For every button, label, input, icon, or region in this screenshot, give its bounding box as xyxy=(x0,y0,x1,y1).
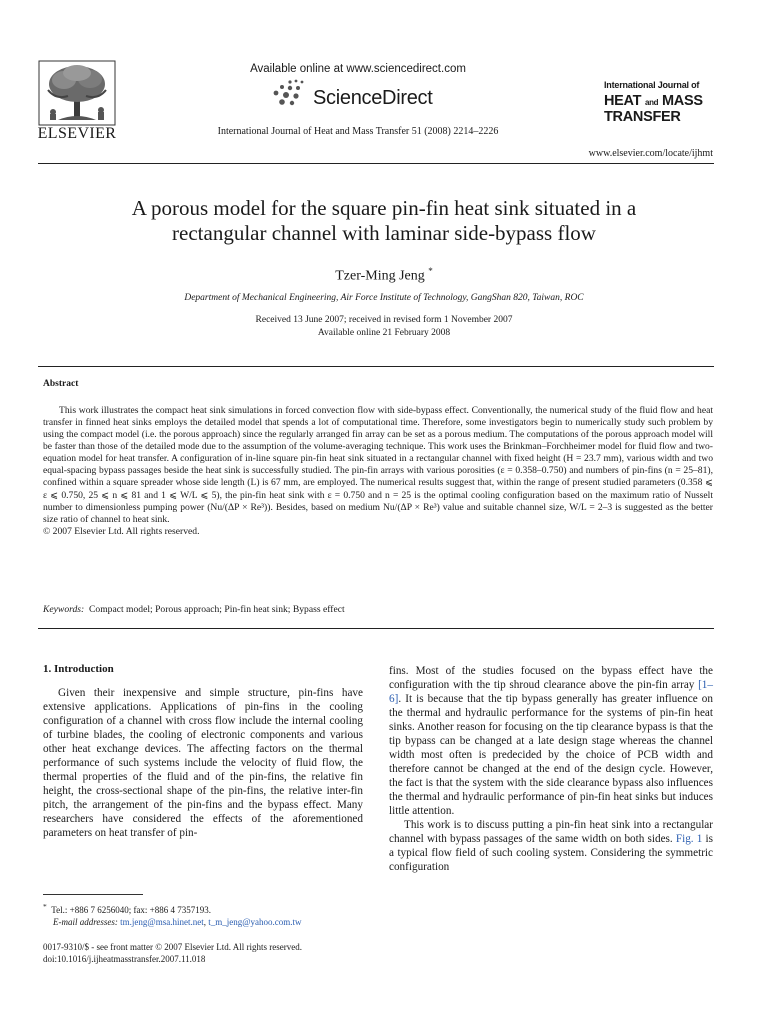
journal-logo-line2: HEAT and MASS xyxy=(604,93,703,109)
author-name: Tzer-Ming Jeng * xyxy=(335,266,433,284)
abstract-heading: Abstract xyxy=(43,379,79,389)
sciencedirect-wordmark: ScienceDirect xyxy=(313,87,433,109)
front-matter xyxy=(43,942,383,966)
abstract-top-divider xyxy=(38,366,714,367)
article-dates: Received 13 June 2007; received in revised form 1 November 2007 Available online 21 February 2008 xyxy=(255,315,513,338)
abstract-copyright: © 2007 Elsevier Ltd. All rights reserved. xyxy=(43,525,200,537)
elsevier-tree-icon xyxy=(38,60,116,126)
article-title: A porous model for the square pin-fin heat sink situated in a rectangular channel with laminar side-bypass flow xyxy=(131,196,637,245)
doi-line[interactable]: doi:10.1016/j.ijheatmasstransfer.2007.11.018 xyxy=(43,953,206,964)
journal-logo-line3: TRANSFER xyxy=(604,108,681,125)
header-divider xyxy=(38,163,714,164)
abstract-body xyxy=(43,405,713,538)
abstract-text: This work illustrates the compact heat sink simulations in forced convection flow with side-bypass effect. Conventionally, the numerical study of the fluid flow and heat transfer in finned heat sinks employs the detailed model that spends a lot of computational time. Therefore, some investigators begin to numerically study such problem by using the compact model (i.e. the porous approach) since the regularly arranged fin array can be set as a porous medium. The computations of the porous approach model will be faster than those of the detailed mode due to the assumption of the volume-averaging technique. This work uses the Brinkman–Forchheimer model for fluid flow and two-equation model for heat transfer. A configuration of in-line square pin-fin heat sink situated in a rectangular channel with fixed height (H = 23.7 mm), various width and two equal-spacing bypass passages beside the heat sink is successfully studied. The pin-fin arrays with various porosities (ε = 0.358–0.750) and numbers of pin-fins (n = 25–81), confined within a square spreader whose side length (L) is 67 mm, are employed. The numerical results suggest that, within the range of present studied parameters (0.358 ⩽ ε ⩽ 0.750, 25 ⩽ n ⩽ 81 and 1 ⩽ W/L ⩽ 5), the pin-fin heat sink with ε = 0.750 and n = 25 is the optimal cooling configuration based on the maximum ratio of Nusselt number to dimensionless pumping power (Nu/(ΔP × Re³)). Besides, based on medium Nu/(ΔP × Re³) value and suitable channel size, W/L = 2–3 is suggested as the better size ratio of channel to heat sink. xyxy=(43,405,713,525)
section-heading: 1. Introduction xyxy=(43,663,114,675)
sciencedirect-dots-icon xyxy=(268,78,312,106)
journal-logo xyxy=(604,81,724,124)
left-column xyxy=(43,686,363,840)
reference-link[interactable]: [1–6] xyxy=(389,679,713,705)
right-column xyxy=(389,664,713,874)
author-footnote: * Tel.: +886 7 6256040; fax: +886 4 7357193. E-mail addresses: tm.jeng@msa.hinet.net, t_m_jeng@yahoo.com.tw xyxy=(43,902,302,927)
keywords-list: Compact model; Porous approach; Pin-fin heat sink; Bypass effect xyxy=(89,604,345,615)
keywords xyxy=(43,604,713,616)
available-online-text: Available online at www.sciencedirect.com xyxy=(250,63,466,75)
footnote-divider xyxy=(43,894,143,895)
email-link[interactable]: t_m_jeng@yahoo.com.tw xyxy=(208,916,302,927)
publisher-name: ELSEVIER xyxy=(37,125,117,142)
intro-paragraph-3: This work is to discuss putting a pin-fin heat sink into a rectangular channel with bypass passages of the same width on both sides. Fig. 1 is a typical flow field of such cooling system. Considering the symmetric configuration xyxy=(389,819,714,873)
intro-paragraph-2: fins. Most of the studies focused on the bypass effect have the configuration with the tip shroud clearance above the pin-fin array [1–6]. It is because that the tip bypass generally has greater influence on the thermal and hydraulic performance for the systems of pin-fin heat sinks. Another reason for focusing on the tip clearance bypass is that the tip bypass can be changed at a late design stage whereas the channel width most often is predecided by the choice of PCB width and therefore cannot be changed at the end of the design cycle. However, the fact is that the system with the side clearance bypass also influences the thermal and hydraulic performance of pin-fin heat sinks but induces little attention. xyxy=(389,665,713,817)
issn-line: 0017-9310/$ - see front matter © 2007 Elsevier Ltd. All rights reserved. xyxy=(43,942,303,952)
keywords-label: Keywords: xyxy=(43,604,85,615)
journal-citation: International Journal of Heat and Mass Transfer 51 (2008) 2214–2226 xyxy=(217,126,499,137)
author-affiliation: Department of Mechanical Engineering, Air Force Institute of Technology, GangShan 820, Taiwan, ROC xyxy=(184,293,584,303)
intro-paragraph-1: Given their inexpensive and simple structure, pin-fins have extensive applications. Applications of pin-fins in the cooling configuration of a channel with cross flow include the internal cooling of turbine blades, the cooling of electronic components and various other heat exchange devices. The affecting factors on the thermal performance of such systems include the velocity of fluid flow, the thermal properties of the fluid and of the pin-fins, the relative fin height, the cross-sectional shape of the pin-fins, the relative inter-fin pitch, the arrangement of the pin-fins and the bypass effect. Many researchers have considered the effects of the aforementioned parameters on heat transfer of pin- xyxy=(43,687,363,839)
email-link[interactable]: tm.jeng@msa.hinet.net xyxy=(120,916,204,927)
keywords-divider xyxy=(38,628,714,629)
journal-url-link[interactable]: www.elsevier.com/locate/ijhmt xyxy=(588,148,713,159)
journal-logo-line1: International Journal of xyxy=(604,80,700,90)
figure-link[interactable]: Fig. 1 xyxy=(675,833,703,845)
